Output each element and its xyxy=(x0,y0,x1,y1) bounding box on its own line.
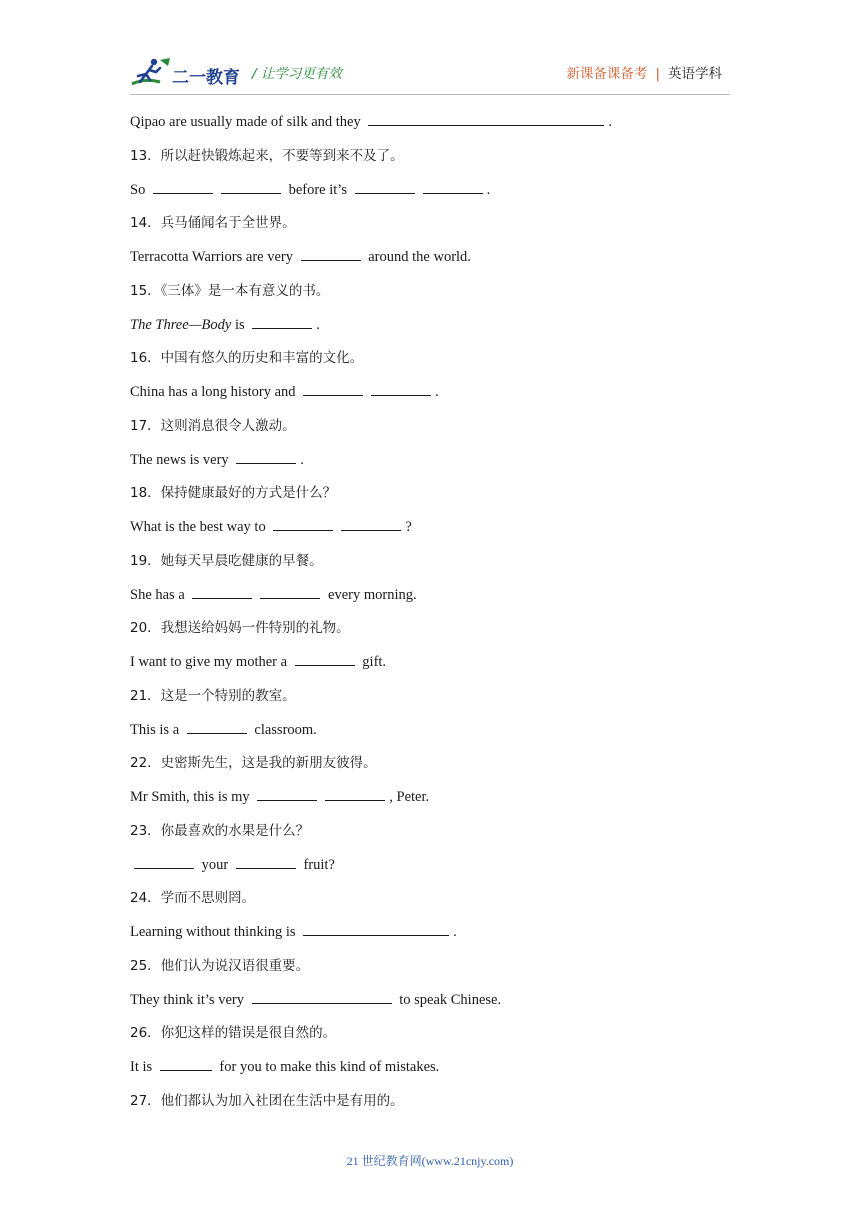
sentence-text: your xyxy=(198,856,232,873)
question-prompt xyxy=(130,616,730,650)
sentence-text: Terracotta Warriors are very xyxy=(130,249,297,265)
answer-blank[interactable] xyxy=(301,246,361,261)
question-prompt xyxy=(130,414,730,448)
subject-category: 新课备课备考 xyxy=(566,66,648,82)
answer-sentence xyxy=(130,650,730,684)
question-prompt xyxy=(130,819,730,853)
sentence-text: This is a xyxy=(130,721,183,738)
answer-sentence xyxy=(130,853,730,887)
sentence-text: China has a long history and xyxy=(130,384,300,400)
sentence-text: 21．这是一个特别的教室。 xyxy=(130,687,296,704)
sentence-text: 19．她每天早晨吃健康的早餐。 xyxy=(130,552,323,569)
sentence-text: I want to give my mother a xyxy=(130,654,291,670)
page-header xyxy=(130,56,730,92)
answer-blank[interactable] xyxy=(134,854,194,869)
answer-sentence xyxy=(130,920,730,954)
sentence-text: 13．所以赶快锻炼起来，不要等到来不及了。 xyxy=(130,147,404,164)
slogan: / 让学习更有效 xyxy=(252,66,342,82)
sentence-text: fruit? xyxy=(299,856,335,873)
question-prompt xyxy=(130,954,730,988)
sentence-text: They think it’s very xyxy=(130,991,248,1008)
question-prompt xyxy=(130,279,730,313)
logo-text: 二一教育 xyxy=(172,68,240,88)
sentence-text: 16．中国有悠久的历史和丰富的文化。 xyxy=(130,350,364,367)
answer-sentence xyxy=(130,380,730,414)
answer-blank[interactable] xyxy=(236,449,296,464)
runner-logo-icon xyxy=(130,56,174,88)
sentence-text: 15．《三体》是一本有意义的书。 xyxy=(130,282,330,299)
answer-blank[interactable] xyxy=(252,314,312,329)
sentence-text: 26．你犯这样的错误是很自然的。 xyxy=(130,1025,337,1042)
sentence-text: 27．他们都认为加入社团在生活中是有用的。 xyxy=(130,1092,404,1109)
answer-blank[interactable] xyxy=(236,854,296,869)
answer-blank[interactable] xyxy=(257,786,317,801)
answer-blank[interactable] xyxy=(325,786,385,801)
sentence-text: 17．这则消息很令人激动。 xyxy=(130,417,296,434)
answer-blank[interactable] xyxy=(192,584,252,599)
sentence-text: Mr Smith, this is my xyxy=(130,789,254,805)
sentence-text: . xyxy=(486,181,491,198)
answer-sentence xyxy=(130,313,730,347)
header-divider xyxy=(130,94,730,95)
sentence-text: to speak Chinese. xyxy=(395,991,502,1008)
question-prompt xyxy=(130,346,730,380)
answer-sentence xyxy=(130,178,730,212)
sentence-text: . xyxy=(453,924,457,940)
answer-blank[interactable] xyxy=(187,719,247,734)
sentence-text: . xyxy=(300,451,304,468)
question-prompt xyxy=(130,481,730,515)
footer-source: 21 世纪教育网(www.21cnjy.com) xyxy=(346,1154,514,1168)
answer-sentence xyxy=(130,110,730,144)
sentence-text: . xyxy=(608,114,612,130)
question-prompt xyxy=(130,886,730,920)
answer-blank[interactable] xyxy=(295,651,355,666)
answer-blank[interactable] xyxy=(371,381,431,396)
sentence-text: for you to make this kind of mistakes. xyxy=(215,1059,440,1075)
question-prompt xyxy=(130,549,730,583)
exercise-content xyxy=(130,110,730,1123)
question-prompt xyxy=(130,751,730,785)
logo xyxy=(130,56,250,88)
answer-blank[interactable] xyxy=(260,584,320,599)
answer-sentence xyxy=(130,448,730,482)
answer-blank[interactable] xyxy=(160,1056,212,1071)
sentence-text: ? xyxy=(405,519,412,535)
answer-blank[interactable] xyxy=(252,989,392,1004)
sentence-text: The Three—Body xyxy=(130,316,235,333)
answer-blank[interactable] xyxy=(303,381,363,396)
sentence-text: Learning without thinking is xyxy=(130,924,300,940)
answer-blank[interactable] xyxy=(341,516,401,531)
answer-blank[interactable] xyxy=(273,516,333,531)
answer-blank[interactable] xyxy=(153,179,213,194)
sentence-text: The news is very xyxy=(130,451,233,468)
sentence-text: It is xyxy=(130,1059,156,1075)
sentence-text: is xyxy=(234,316,249,333)
answer-blank[interactable] xyxy=(303,921,449,936)
sentence-text: gift. xyxy=(358,654,387,670)
answer-blank[interactable] xyxy=(221,179,281,194)
sentence-text: 14．兵马俑闻名于全世界。 xyxy=(130,215,296,232)
answer-sentence xyxy=(130,785,730,819)
sentence-text: 20．我想送给妈妈一件特别的礼物。 xyxy=(130,620,350,637)
sentence-text: She has a xyxy=(130,586,189,603)
sentence-text: every morning. xyxy=(324,586,417,603)
answer-sentence xyxy=(130,583,730,617)
sentence-text: . xyxy=(435,384,439,400)
sentence-text: 18．保持健康最好的方式是什么？ xyxy=(130,485,337,502)
answer-blank[interactable] xyxy=(368,111,604,126)
answer-blank[interactable] xyxy=(423,179,483,194)
sentence-text: , Peter. xyxy=(389,789,430,805)
sentence-text: classroom. xyxy=(250,721,317,738)
question-prompt xyxy=(130,211,730,245)
subject-separator: | xyxy=(655,66,660,82)
sentence-text: . xyxy=(316,316,320,333)
sentence-text: Qipao are usually made of silk and they xyxy=(130,114,365,130)
sentence-text: before it’s xyxy=(284,181,351,198)
answer-sentence xyxy=(130,245,730,279)
subject-name: 英语学科 xyxy=(668,66,722,82)
question-prompt xyxy=(130,1021,730,1055)
question-prompt xyxy=(130,1089,730,1123)
question-prompt xyxy=(130,684,730,718)
sentence-text: around the world. xyxy=(364,249,471,265)
sentence-text: 24．学而不思则罔。 xyxy=(130,890,256,907)
answer-sentence xyxy=(130,515,730,549)
sentence-text: 23．你最喜欢的水果是什么？ xyxy=(130,822,310,839)
sentence-text: 25．他们认为说汉语很重要。 xyxy=(130,957,310,974)
answer-blank[interactable] xyxy=(355,179,415,194)
sentence-text: What is the best way to xyxy=(130,519,270,535)
sentence-text: So xyxy=(130,181,149,198)
question-prompt xyxy=(130,144,730,178)
answer-sentence xyxy=(130,1055,730,1089)
subject-label xyxy=(566,62,722,82)
answer-sentence xyxy=(130,718,730,752)
answer-sentence xyxy=(130,988,730,1022)
sentence-text: 22．史密斯先生，这是我的新朋友彼得。 xyxy=(130,755,377,772)
